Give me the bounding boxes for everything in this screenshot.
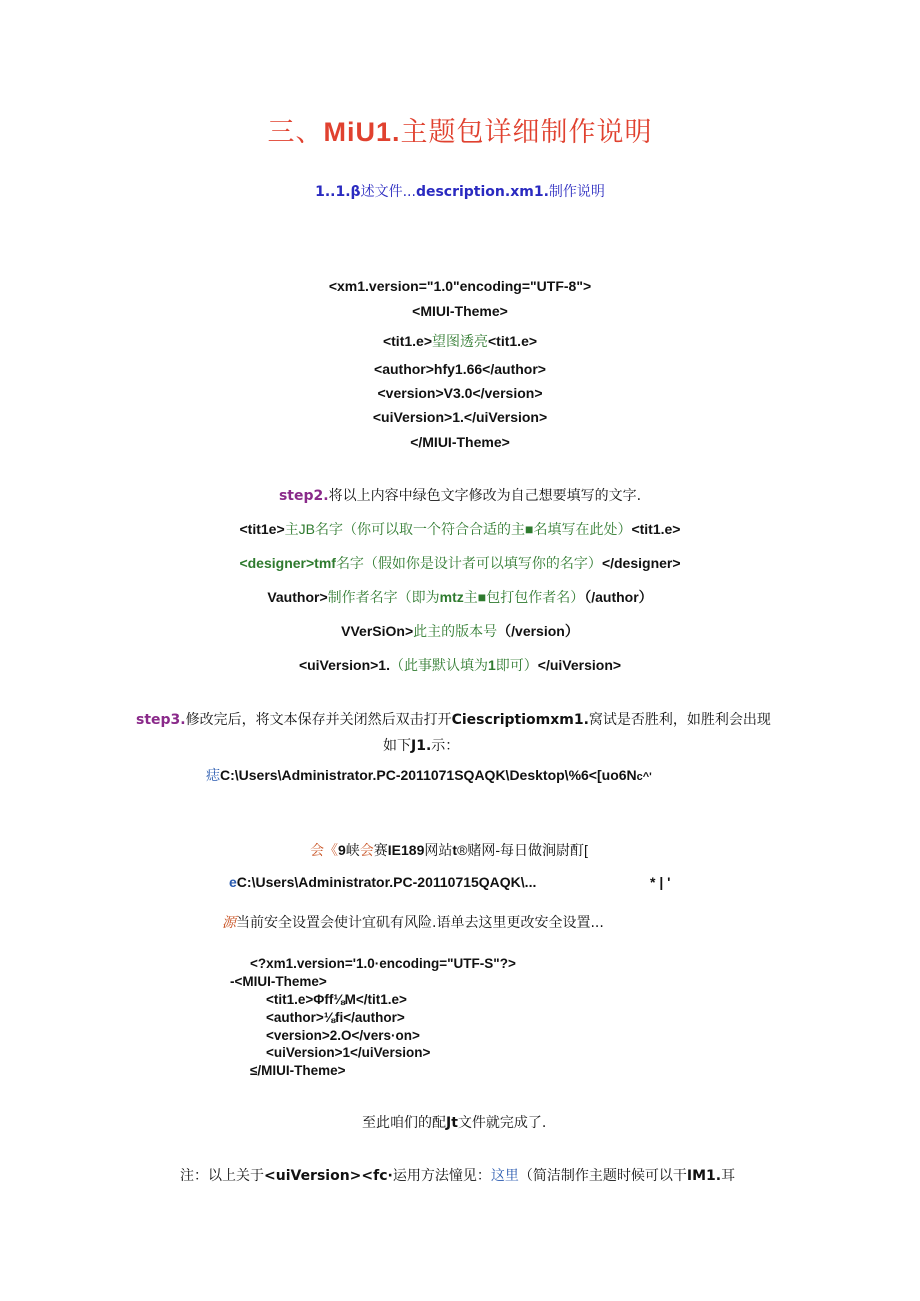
step2-line4 bbox=[0, 621, 920, 641]
xml2-line4: <author>⅛fi</author> bbox=[266, 1010, 405, 1025]
step2-l5-close: </uiVersion> bbox=[537, 657, 622, 673]
browser-path: C:\Users\Administrator.PC-2011071SQAQK\Desktop\%6<[uo6N bbox=[220, 767, 637, 783]
step2-l5-hint2: 即可） bbox=[495, 657, 538, 673]
fav-b: 9 bbox=[338, 842, 346, 858]
xml1-line2: <MIUI-Theme> bbox=[412, 303, 508, 319]
xml1-line4: <author>hfy1.66</author> bbox=[374, 361, 546, 377]
step3-line2-a: 如下 bbox=[383, 738, 411, 754]
xml1-line3 bbox=[0, 331, 920, 351]
xml2-line3: <tit1.e>Φff⅛M</tit1.e> bbox=[266, 992, 407, 1007]
xml1-line6: <uiVersion>1.</uiVersion> bbox=[372, 409, 548, 425]
subtitle-rest: 制作说明 bbox=[548, 184, 605, 200]
note-link[interactable]: 这里 bbox=[490, 1168, 519, 1184]
address-icon: e bbox=[229, 874, 237, 890]
step2-l4-close: （/version） bbox=[497, 623, 579, 639]
xml1-title-open: <tit1.e> bbox=[382, 333, 432, 349]
xml2-line2[interactable]: -<MIUI-Theme> bbox=[230, 974, 327, 989]
fav-f: IE189 bbox=[387, 842, 425, 858]
step2-l1-value: 主JB名字 bbox=[284, 521, 343, 537]
xml1-line7: </MIUI-Theme> bbox=[410, 434, 510, 450]
step2-l4-hint: 此主的版本号 bbox=[413, 623, 498, 639]
step2-line1 bbox=[0, 519, 920, 539]
step2-l3-hint2: 主■包打包作者名） bbox=[463, 589, 585, 605]
step2-l1-hint: （你可以取一个符合合适的主■名填写在此处） bbox=[342, 521, 632, 537]
fav-h: t bbox=[452, 842, 458, 858]
xml2-line7: ≤/MIUI-Theme> bbox=[250, 1063, 346, 1078]
warning-text: 当前安全设置会使计宜矶有风险.语单去这里更改安全设置... bbox=[236, 915, 604, 931]
address-text: C:\Users\Administrator.PC-20110715QAQK\... bbox=[236, 874, 537, 890]
section-subtitle bbox=[0, 181, 920, 201]
step3-line2-b: J1. bbox=[411, 738, 432, 754]
step2-l3-hint: 制作者名字（即为 bbox=[327, 589, 440, 605]
browser-path-tail: c^' bbox=[636, 771, 652, 783]
xml1-line1: <xm1.version="1.0"encoding="UTF-8"> bbox=[328, 278, 592, 294]
step2-l5-tag: <uiVersion>1. bbox=[298, 657, 390, 673]
warning-icon: 源 bbox=[222, 915, 236, 931]
step3-filename: Ciescriptiomxm1. bbox=[451, 712, 589, 728]
favorites-bar bbox=[310, 840, 588, 860]
fav-c: 峡 bbox=[345, 842, 360, 858]
xml1-line5: <version>V3.0</version> bbox=[377, 385, 543, 401]
step2-l1-tag: <tit1e> bbox=[239, 521, 285, 537]
xml2-line5: <version>2.O</vers·on> bbox=[266, 1028, 420, 1043]
done-text bbox=[362, 1112, 546, 1132]
xml2-line1: <?xm1.version='1.0·encoding="UTF-S"?> bbox=[250, 956, 516, 971]
xml1-title-close: <tit1.e> bbox=[488, 333, 538, 349]
step2-l4-tag: VVerSiOn> bbox=[341, 623, 414, 639]
step2-l5-num: 1 bbox=[488, 657, 496, 673]
done-b: Jt bbox=[446, 1115, 458, 1131]
address-bar bbox=[229, 874, 536, 890]
fav-g: 网站 bbox=[424, 842, 453, 858]
step3-text-a: 修改完后，将文本保存并关闭然后双击打开 bbox=[185, 712, 452, 728]
step2-line5 bbox=[0, 655, 920, 675]
step3-text-c: 窝试是否胜利，如胜利会出现 bbox=[588, 712, 771, 728]
page-title bbox=[0, 110, 920, 149]
step2-line3 bbox=[0, 587, 920, 607]
step2-l1-close: <tit1.e> bbox=[631, 521, 681, 537]
xml2-line6: <uiVersion>1</uiVersion> bbox=[266, 1045, 431, 1060]
title-latin: MiU1. bbox=[323, 117, 401, 147]
note-c: 运用方法憧见： bbox=[392, 1168, 491, 1184]
step3-line2 bbox=[383, 735, 459, 755]
subtitle-prefix: 1..1.β bbox=[315, 184, 361, 200]
step3-label: step3. bbox=[136, 712, 186, 728]
note-text bbox=[180, 1165, 735, 1185]
address-controls: * | ' bbox=[650, 874, 671, 890]
security-warning bbox=[222, 912, 604, 932]
browser-path-line bbox=[206, 765, 652, 785]
fav-d: 会 bbox=[359, 842, 374, 858]
fav-i: ®赌网-每日做涧尉酊[ bbox=[457, 842, 588, 858]
step3-line2-c: 示： bbox=[431, 738, 460, 754]
step2-l3-mtz: mtz bbox=[439, 589, 464, 605]
note-f: 耳 bbox=[721, 1168, 736, 1184]
note-d: （简洁制作主题时候可以干 bbox=[518, 1168, 687, 1184]
subtitle-bold: description.xm1. bbox=[415, 184, 549, 200]
step2-l3-close: （/author） bbox=[584, 589, 653, 605]
step2-l5-hint: （此事默认填为 bbox=[390, 657, 488, 673]
done-c: 文件就完成了. bbox=[457, 1115, 547, 1131]
step2-intro bbox=[0, 485, 920, 505]
note-a: 注：以上关于 bbox=[180, 1168, 264, 1184]
subtitle-mid: 述文件... bbox=[360, 184, 416, 200]
step2-l2-hint: 名字（假如你是设计者可以填写你的名字） bbox=[335, 555, 602, 571]
step3-text bbox=[136, 709, 771, 729]
step2-text: 将以上内容中绿色文字修改为自己想要填写的文字. bbox=[328, 488, 642, 504]
browser-path-icon: 痣 bbox=[206, 767, 220, 783]
fav-a: 会《 bbox=[310, 842, 338, 858]
fav-e: 赛 bbox=[373, 842, 388, 858]
note-e: IM1. bbox=[686, 1168, 722, 1184]
done-a: 至此咱们的配 bbox=[362, 1115, 446, 1131]
step2-line2 bbox=[0, 553, 920, 573]
note-b: <uiVersion><fc· bbox=[264, 1168, 393, 1184]
step2-l2-close: </designer> bbox=[601, 555, 681, 571]
xml1-title-value: 望图透亮 bbox=[432, 333, 488, 349]
step2-l2-tag: <designer>tmf bbox=[239, 555, 336, 571]
title-prefix: 三、 bbox=[267, 117, 324, 148]
step2-label: step2. bbox=[278, 488, 329, 504]
title-rest: 主题包详细制作说明 bbox=[400, 117, 653, 148]
step2-l3-tag: Vauthor> bbox=[267, 589, 328, 605]
